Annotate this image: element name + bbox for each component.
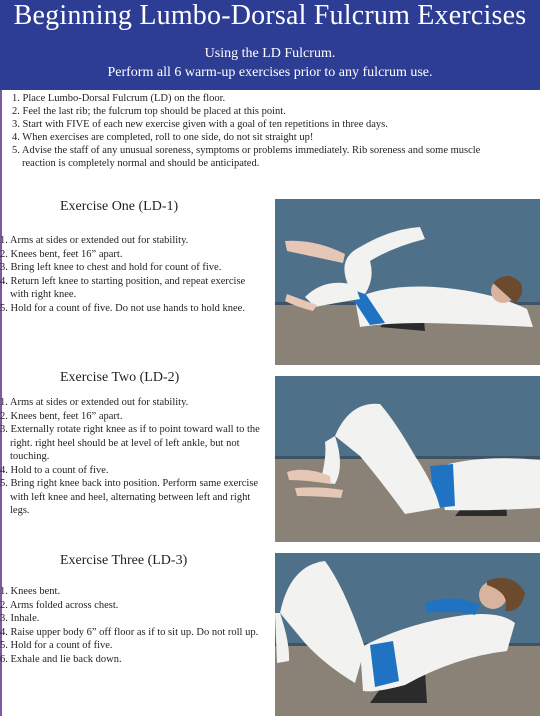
- page-title: Beginning Lumbo-Dorsal Fulcrum Exercises: [13, 0, 527, 31]
- step: 4. Raise upper body 6” off floor as if to sit up. Do not roll up.: [0, 626, 259, 638]
- step: 2. Knees bent, feet 16” apart.: [0, 410, 123, 422]
- step: 3. Inhale.: [0, 613, 40, 624]
- exercise-one-steps: [0, 234, 262, 315]
- step: 1. Arms at sides or extended out for stability.: [0, 235, 189, 246]
- step: 5. Hold for a count of five. Do not use hands to hold knee.: [0, 302, 245, 314]
- step: 5. Hold for a count of five.: [0, 640, 113, 651]
- exercise-three-photo: [275, 553, 540, 716]
- exercise-two-title: Exercise Two (LD-2): [60, 370, 180, 385]
- subtitle-line-1: Using the LD Fulcrum.: [204, 46, 336, 61]
- intro-instructions: [8, 92, 498, 170]
- step: 3. Bring left knee to chest and hold for count of five.: [0, 262, 222, 273]
- intro-item: 3. Start with FIVE of each new exercise given with a goal of ten repetitions in three days.: [12, 119, 388, 130]
- exercise-one-photo: [275, 199, 540, 365]
- intro-item: 1. Place Lumbo-Dorsal Fulcrum (LD) on the floor.: [12, 93, 226, 104]
- intro-item: 5. Advise the staff of any unusual soreness, symptoms or problems immediately. Rib soreness and some muscle reaction is completely normal and should be anticipated.: [12, 145, 481, 169]
- step: 4. Hold to a count of five.: [0, 464, 109, 476]
- intro-item: 2. Feel the last rib; the fulcrum top should be placed at this point.: [12, 106, 286, 117]
- exercise-one-title: Exercise One (LD-1): [60, 199, 179, 214]
- step: 4. Return left knee to starting position, and repeat exercise with right knee.: [0, 275, 246, 300]
- step: 2. Knees bent, feet 16” apart.: [0, 248, 123, 260]
- intro-item: 4. When exercises are completed, roll to one side, do not sit straight up!: [12, 132, 314, 143]
- exercise-three-title: Exercise Three (LD-3): [60, 553, 188, 568]
- exercise-two-photo: [275, 376, 540, 542]
- exercise-three-steps: [0, 585, 262, 666]
- step: 3. Externally rotate right knee as if to point toward wall to the right. right heel should be at level of left ankle, but not touching.: [0, 424, 260, 462]
- step: 1. Knees bent.: [0, 586, 61, 597]
- exercise-two-steps: [0, 396, 270, 518]
- step: 1. Arms at sides or extended out for stability.: [0, 397, 189, 408]
- subtitle-line-2: Perform all 6 warm-up exercises prior to any fulcrum use.: [107, 65, 433, 80]
- step: 2. Arms folded across chest.: [0, 599, 119, 611]
- step: 6. Exhale and lie back down.: [0, 653, 122, 665]
- header-banner: [0, 0, 540, 90]
- step: 5. Bring right knee back into position. Perform same exercise with left knee and heel, alternating between left and right legs.: [0, 478, 259, 516]
